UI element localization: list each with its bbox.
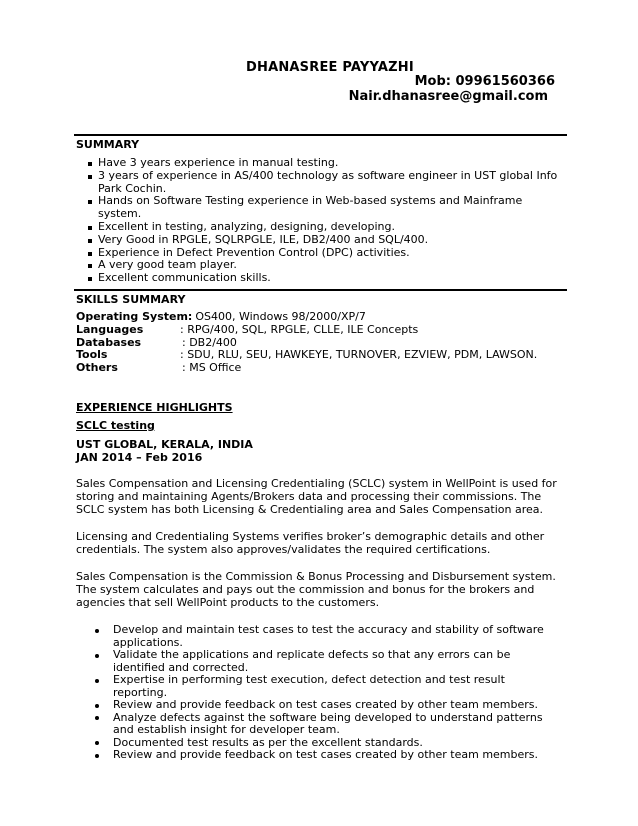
- skills-rule: [74, 289, 567, 291]
- skills-row: [76, 311, 366, 324]
- description-paragraph: Licensing and Credentialing Systems verifies broker’s demographic details and other credentials. The system also approves/validates the required certifications.: [76, 530, 545, 556]
- skills-table: [76, 310, 538, 375]
- summary-heading: SUMMARY: [76, 138, 140, 151]
- description-paragraph: Sales Compensation is the Commission & Bonus Processing and Disbursement system. The system calculates and pays out the commission and bonus for the brokers and agencies that sell WellPoint products to the customers.: [76, 570, 556, 609]
- mobile-number: Mob: 09961560366: [414, 74, 555, 89]
- responsibility-item: Validate the applications and replicate defects so that any errors can be identified and corrected.: [95, 649, 545, 674]
- skill-value: : SDU, RLU, SEU, HAWKEYE, TURNOVER, EZVIEW, PDM, LAWSON.: [180, 348, 538, 362]
- skill-value: OS400, Windows 98/2000/XP/7: [195, 310, 366, 323]
- experience-heading: EXPERIENCE HIGHLIGHTS: [76, 401, 233, 414]
- summary-item: Very Good in RPGLE, SQLRPGLE, ILE, DB2/400 and SQL/400.: [88, 234, 558, 247]
- summary-rule: [74, 134, 567, 136]
- skill-value: : MS Office: [182, 361, 242, 375]
- responsibility-item: Review and provide feedback on test cases created by other team members.: [95, 749, 545, 762]
- skill-value: : RPG/400, SQL, RPGLE, CLLE, ILE Concepts: [180, 322, 419, 336]
- skill-value: : DB2/400: [182, 335, 237, 349]
- responsibility-item: Expertise in performing test execution, defect detection and test result reporting.: [95, 674, 545, 699]
- responsibility-item: Develop and maintain test cases to test the accuracy and stability of software applications.: [95, 624, 545, 649]
- email-address: Nair.dhanasree@gmail.com: [348, 89, 548, 104]
- summary-item: Excellent in testing, analyzing, designing, developing.: [88, 221, 558, 234]
- summary-item: Excellent communication skills.: [88, 272, 558, 285]
- skill-key: Databases: [76, 335, 142, 349]
- responsibility-item: Review and provide feedback on test cases created by other team members.: [95, 699, 545, 712]
- skill-key: Languages: [76, 322, 144, 336]
- responsibility-item: Analyze defects against the software being developed to understand patterns and establish insight for developer team.: [95, 712, 545, 737]
- employment-period: JAN 2014 – Feb 2016: [76, 451, 203, 464]
- skill-key: Operating System:: [76, 310, 193, 323]
- summary-item: Experience in Defect Prevention Control (DPC) activities.: [88, 247, 558, 260]
- summary-item: A very good team player.: [88, 259, 558, 272]
- skill-key: Tools: [76, 348, 108, 362]
- skills-row: [76, 362, 366, 375]
- project-title: SCLC testing: [76, 419, 155, 432]
- skills-heading: SKILLS SUMMARY: [76, 293, 186, 306]
- summary-item: Have 3 years experience in manual testing.: [88, 157, 558, 170]
- skill-key: Others: [76, 361, 118, 375]
- summary-list: [88, 157, 558, 285]
- company-name: UST GLOBAL, KERALA, INDIA: [76, 438, 253, 451]
- summary-item: Hands on Software Testing experience in Web-based systems and Mainframe system.: [88, 195, 558, 221]
- responsibilities-list: [95, 624, 545, 762]
- description-paragraph: Sales Compensation and Licensing Credentialing (SCLC) system in WellPoint is used for storing and maintaining Agents/Brokers data and processing their commissions. The SCLC system has both Licensing & Credentialing area and Sales Compensation area.: [76, 477, 557, 516]
- summary-item: 3 years of experience in AS/400 technology as software engineer in UST global Info Park Cochin.: [88, 170, 558, 196]
- responsibility-item: Documented test results as per the excellent standards.: [95, 737, 545, 750]
- candidate-name: DHANASREE PAYYAZHI: [246, 60, 414, 75]
- skills-row: [76, 322, 419, 337]
